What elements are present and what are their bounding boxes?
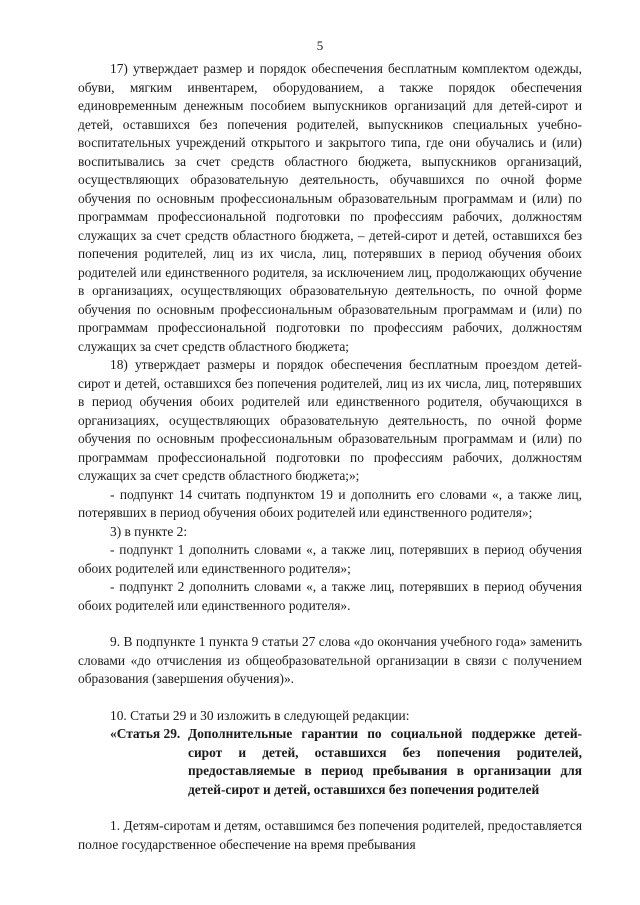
paragraph-subitem-14: - подпункт 14 считать подпунктом 19 и дополнить его словами «, а также лиц, потерявших в период обучения обоих родителей или единственного родителя»; — [78, 486, 582, 520]
spacer — [78, 689, 582, 707]
spacer — [78, 799, 582, 817]
paragraph-item-17: 17) утверждает размер и порядок обеспечения бесплатным комплектом одежды, обуви, мягким инвентарем, оборудованием, а также порядок обеспечения единовременным денежным пособием выпускников организаций для детей-сирот и детей, оставшихся без попечения родителей, выпускников специальных учебно-воспитательных учреждений открытого и закрытого типа, где они обучались и (или) воспитывались за счет средств областного бюджета, выпускников организаций, осуществляющих образовательную деятельность, обучавшихся по очной форме обучения по основным профессиональным образовательным программам и (или) по программам профессиональной подготовки по профессиям рабочих, должностям служащих за счет средств областного бюджета, – детей-сирот и детей, оставшихся без попечения родителей, лиц из их числа, лиц, потерявших в период обучения обоих родителей или единственного родителя, за исключением лиц, продолжающих обучение в организациях, осуществляющих образовательную деятельность, по очной форме обучения по основным профессиональным образовательным программам и (или) по программам профессиональной подготовки по профессиям рабочих, должностям служащих за счет средств областного бюджета; — [78, 61, 582, 354]
paragraph-10: 10. Статьи 29 и 30 изложить в следующей редакции: — [110, 707, 410, 723]
page-number: 5 — [316, 38, 324, 53]
article-label: «Статья 29. — [110, 726, 181, 741]
spacer — [78, 615, 582, 633]
article-heading — [78, 725, 582, 799]
paragraph-subitem-2: - подпункт 2 дополнить словами «, а также лиц, потерявших в период обучения обоих родителей или единственного родителя». — [78, 579, 582, 613]
paragraph-item-18: 18) утверждает размеры и порядок обеспечения бесплатным проездом детей-сирот и детей, оставшихся без попечения родителей, лиц из их числа, лиц, потерявших в период обучения обоих родителей или единственного родителя, обучающихся в организациях, осуществляющих образовательную деятельность, по очной форме обучения по основным профессиональным образовательным программам и (или) по программам профессиональной подготовки по профессиям рабочих, должностям служащих за счет средств областного бюджета;»; — [78, 357, 582, 483]
document-body — [78, 60, 582, 854]
paragraph-subitem-1: - подпункт 1 дополнить словами «, а также лиц, потерявших в период обучения обоих родителей или единственного родителя»; — [78, 542, 582, 576]
paragraph-point-2: 3) в пункте 2: — [110, 523, 188, 539]
article-title: Дополнительные гарантии по социальной поддержке детей-сирот и детей, оставшихся без попечения родителей, предоставляемые в период пребывания в организации для детей-сирот и детей, оставшихся без попечения родителей — [188, 726, 582, 797]
paragraph-9: 9. В подпункте 1 пункта 9 статьи 27 слова «до окончания учебного года» заменить словами «до отчисления из общеобразовательной организации в связи с получением образования (завершения обучения)». — [78, 634, 582, 686]
paragraph-article-29-1: 1. Детям-сиротам и детям, оставшимся без попечения родителей, предоставляется полное государственное обеспечение на время пребывания — [78, 818, 582, 852]
